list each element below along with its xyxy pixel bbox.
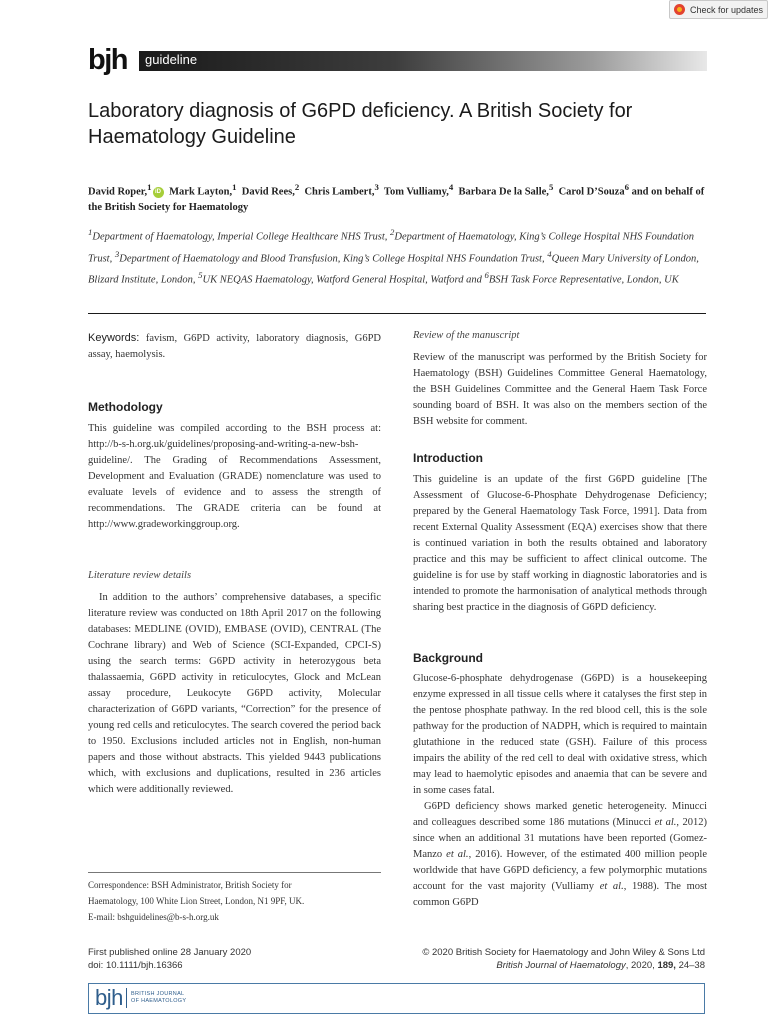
copyright: © 2020 British Society for Haematology and John Wiley & Sons Ltd <box>422 947 705 958</box>
section-label: guideline <box>145 52 198 67</box>
text-run: G6PD deficiency shows marked genetic heterogeneity. Minucci and colleagues described some 186 mutations (Minucci <box>413 801 707 828</box>
published-date: First published online 28 January 2020 <box>88 947 252 958</box>
author-affil-sup: 4 <box>448 182 454 192</box>
copyright-info <box>422 946 705 972</box>
affiliations <box>88 224 708 289</box>
affil-sup: 3 <box>114 248 120 259</box>
correspondence-line: Correspondence: BSH Administrator, British Society for <box>88 880 292 890</box>
author-affil-sup: 3 <box>374 182 379 192</box>
paragraph: Glucose-6-phosphate dehydrogenase (G6PD) is a housekeeping enzyme expressed in all tissue cells where it catalyses the first step in the pentose phosphate pathway. In the red blood cell, this is the sole pathway for the production of NADPH, which is required to maintain glutathione in the reduced state (GSH). Failure of this process impairs the ability of the red cell to deal with oxidative stress, which may lead to haemolytic episodes and anaemia that can be severe and in some cases fatal. <box>413 673 707 796</box>
author-affil-sup: 1 <box>232 182 237 192</box>
divider <box>88 872 381 873</box>
affil-sup: 1 <box>88 227 93 237</box>
author-affil-sup: 2 <box>294 182 300 192</box>
background-heading: Background <box>413 651 484 665</box>
text-run: , 2012) since when an additional 31 mutations have been reported (Gomez-Manzo <box>413 817 707 860</box>
check-for-updates-button[interactable] <box>669 0 768 19</box>
affil-text: Department of Haematology, King’s College Hospital NHS Foundation Trust, <box>88 231 695 264</box>
paragraph: This guideline is an update of the first G6PD guideline [The Assessment of Glucose-6-Phosphate Dehydrogenase Deficiency; prepared by the General Haematology Task Force, 1991]. Data from recent External Quality Assessment (EQA) exercises show that there is continued variation in both the results obtained and laboratory practice and this may be sufficient to affect clinical outcome. The guideline is for use by staff working in diagnostic laboratories and is intended to promote the harmonisation of analytical methods through sharing best practice in the diagnosis of G6PD deficiency. <box>413 474 707 613</box>
citation-volume: 189, <box>657 960 676 971</box>
crossmark-icon <box>674 4 685 15</box>
affil-text: UK NEQAS Haematology, Watford General Hospital, Watford and <box>202 274 485 286</box>
text-run: et al. <box>599 881 624 892</box>
affil-text: Queen Mary University of London, Blizard Institute, London, <box>88 253 699 286</box>
literature-text <box>88 590 381 798</box>
author-name: Tom Vulliamy, <box>383 186 449 198</box>
divider <box>88 313 706 314</box>
author-name: Chris Lambert, <box>304 186 375 198</box>
footer-journal-logo: bjh <box>95 985 123 1010</box>
author-group: and on behalf of the British Society for Haematology <box>88 186 705 213</box>
affil-sup: 5 <box>198 270 203 280</box>
author-list <box>88 180 708 215</box>
affil-sup: 6 <box>484 270 489 280</box>
affil-sup: 2 <box>390 227 395 237</box>
text-run: , 1988). The most common G6PD <box>413 881 707 908</box>
citation-year: , 2020, <box>625 960 658 971</box>
affil-text: Department of Haematology and Blood Transfusion, King’s College Hospital NHS Foundation Trust, <box>119 253 548 264</box>
journal-footer-banner <box>88 983 705 1014</box>
author-name: Barbara De la Salle, <box>458 186 549 198</box>
keywords-label: Keywords: <box>88 332 140 344</box>
keywords-text: favism, G6PD activity, laboratory diagnosis, G6PD assay, haemolysis. <box>88 333 382 360</box>
text-run: , 2016). However, of the estimated 400 million people worldwide that have G6PD deficiency, a few polymorphic mutations account for the vast majority (Vulliamy <box>413 849 707 892</box>
divider <box>126 988 127 1008</box>
author-affil-sup: 1 <box>147 182 152 192</box>
orcid-icon[interactable]: iD <box>153 187 164 198</box>
literature-heading: Literature review details <box>88 570 192 581</box>
author-name: David Roper, <box>88 186 148 198</box>
footer-journal-name-line: BRITISH JOURNAL <box>131 991 185 997</box>
paragraph: Review of the manuscript was performed by the British Society for Haematology (BSH) Guidelines Committee General Haematology, the BSH Guidelines Committee and the General Haem Task Force sounding board of BSH. It was also on the members section of the BSH website for comment. <box>413 352 707 427</box>
author-affil-sup: 6 <box>624 182 629 192</box>
article-title: Laboratory diagnosis of G6PD deficiency. A British Society for Haematology Guideline <box>88 100 633 148</box>
text-run: et al. <box>446 849 469 860</box>
affil-sup: 4 <box>547 248 552 259</box>
review-text <box>413 350 707 430</box>
affil-text: Department of Haematology, Imperial College Healthcare NHS Trust, <box>92 231 391 243</box>
keywords <box>88 330 381 363</box>
journal-name: British Journal of Haematology <box>496 960 626 971</box>
methodology-text <box>88 421 381 533</box>
publication-info <box>88 946 251 972</box>
doi-link[interactable]: doi: 10.1111/bjh.16366 <box>88 960 183 971</box>
methodology-heading: Methodology <box>88 400 163 414</box>
footer-journal-name <box>131 991 186 1005</box>
author-name: Mark Layton, <box>169 186 233 198</box>
paragraph <box>413 799 707 911</box>
background-text <box>413 671 707 911</box>
citation-pages: 24–38 <box>675 960 705 971</box>
introduction-heading: Introduction <box>413 451 483 465</box>
citation <box>422 959 705 972</box>
journal-logo: bjh <box>88 44 127 76</box>
author-name: David Rees, <box>241 186 295 198</box>
author-affil-sup: 5 <box>548 182 554 192</box>
correspondence-email: E-mail: bshguidelines@b-s-h.org.uk <box>88 912 219 922</box>
paragraph: In addition to the authors’ comprehensive databases, a specific literature review was conducted on 18th April 2017 on the following databases: MEDLINE (OVID), EMBASE (OVID), CENTRAL (The Cochrane library) and Web of Science (SCI-Expanded, CPCI-S) using the search terms: G6PD activity in heterozygous beta thalassaemia, G6PD activity in reticulocytes, Glock and McLean assay procedure, Leukocyte G6PD activity, Molecular characterization of G6PD variants, “Correction” for the presence of young red cells and reticulocytes. The search covered the period back to 1950. Exclusions included articles not in English, non-human papers and those without abstracts. This yielded 9443 publications which, with exclusions and duplications, resulted in 236 articles which were additionally reviewed. <box>88 592 381 795</box>
correspondence-line: Haematology, 100 White Lion Street, London, N1 9PF, UK. <box>88 896 305 906</box>
footer-journal-name-line: OF HAEMATOLOGY <box>131 998 187 1004</box>
review-heading: Review of the manuscript <box>413 330 520 341</box>
text-run: et al. <box>654 817 677 828</box>
introduction-text <box>413 472 707 616</box>
paragraph: This guideline was compiled according to the BSH process at: http://b-s-h.org.uk/guidelines/proposing-and-writing-a-new-bsh-guideline/. The Grading of Recommendations Assessment, Development and Evaluation (GRADE) nomenclature was used to evaluate levels of evidence and to assess the strength of recommendations. The GRADE criteria can be found at http://www.gradeworkinggroup.org. <box>88 423 381 530</box>
section-banner <box>139 51 707 71</box>
correspondence <box>88 877 388 925</box>
affil-text: BSH Task Force Representative, London, UK <box>488 274 679 286</box>
check-for-updates-label: Check for updates <box>690 4 764 15</box>
author-name: Carol D’Souza <box>558 186 625 198</box>
